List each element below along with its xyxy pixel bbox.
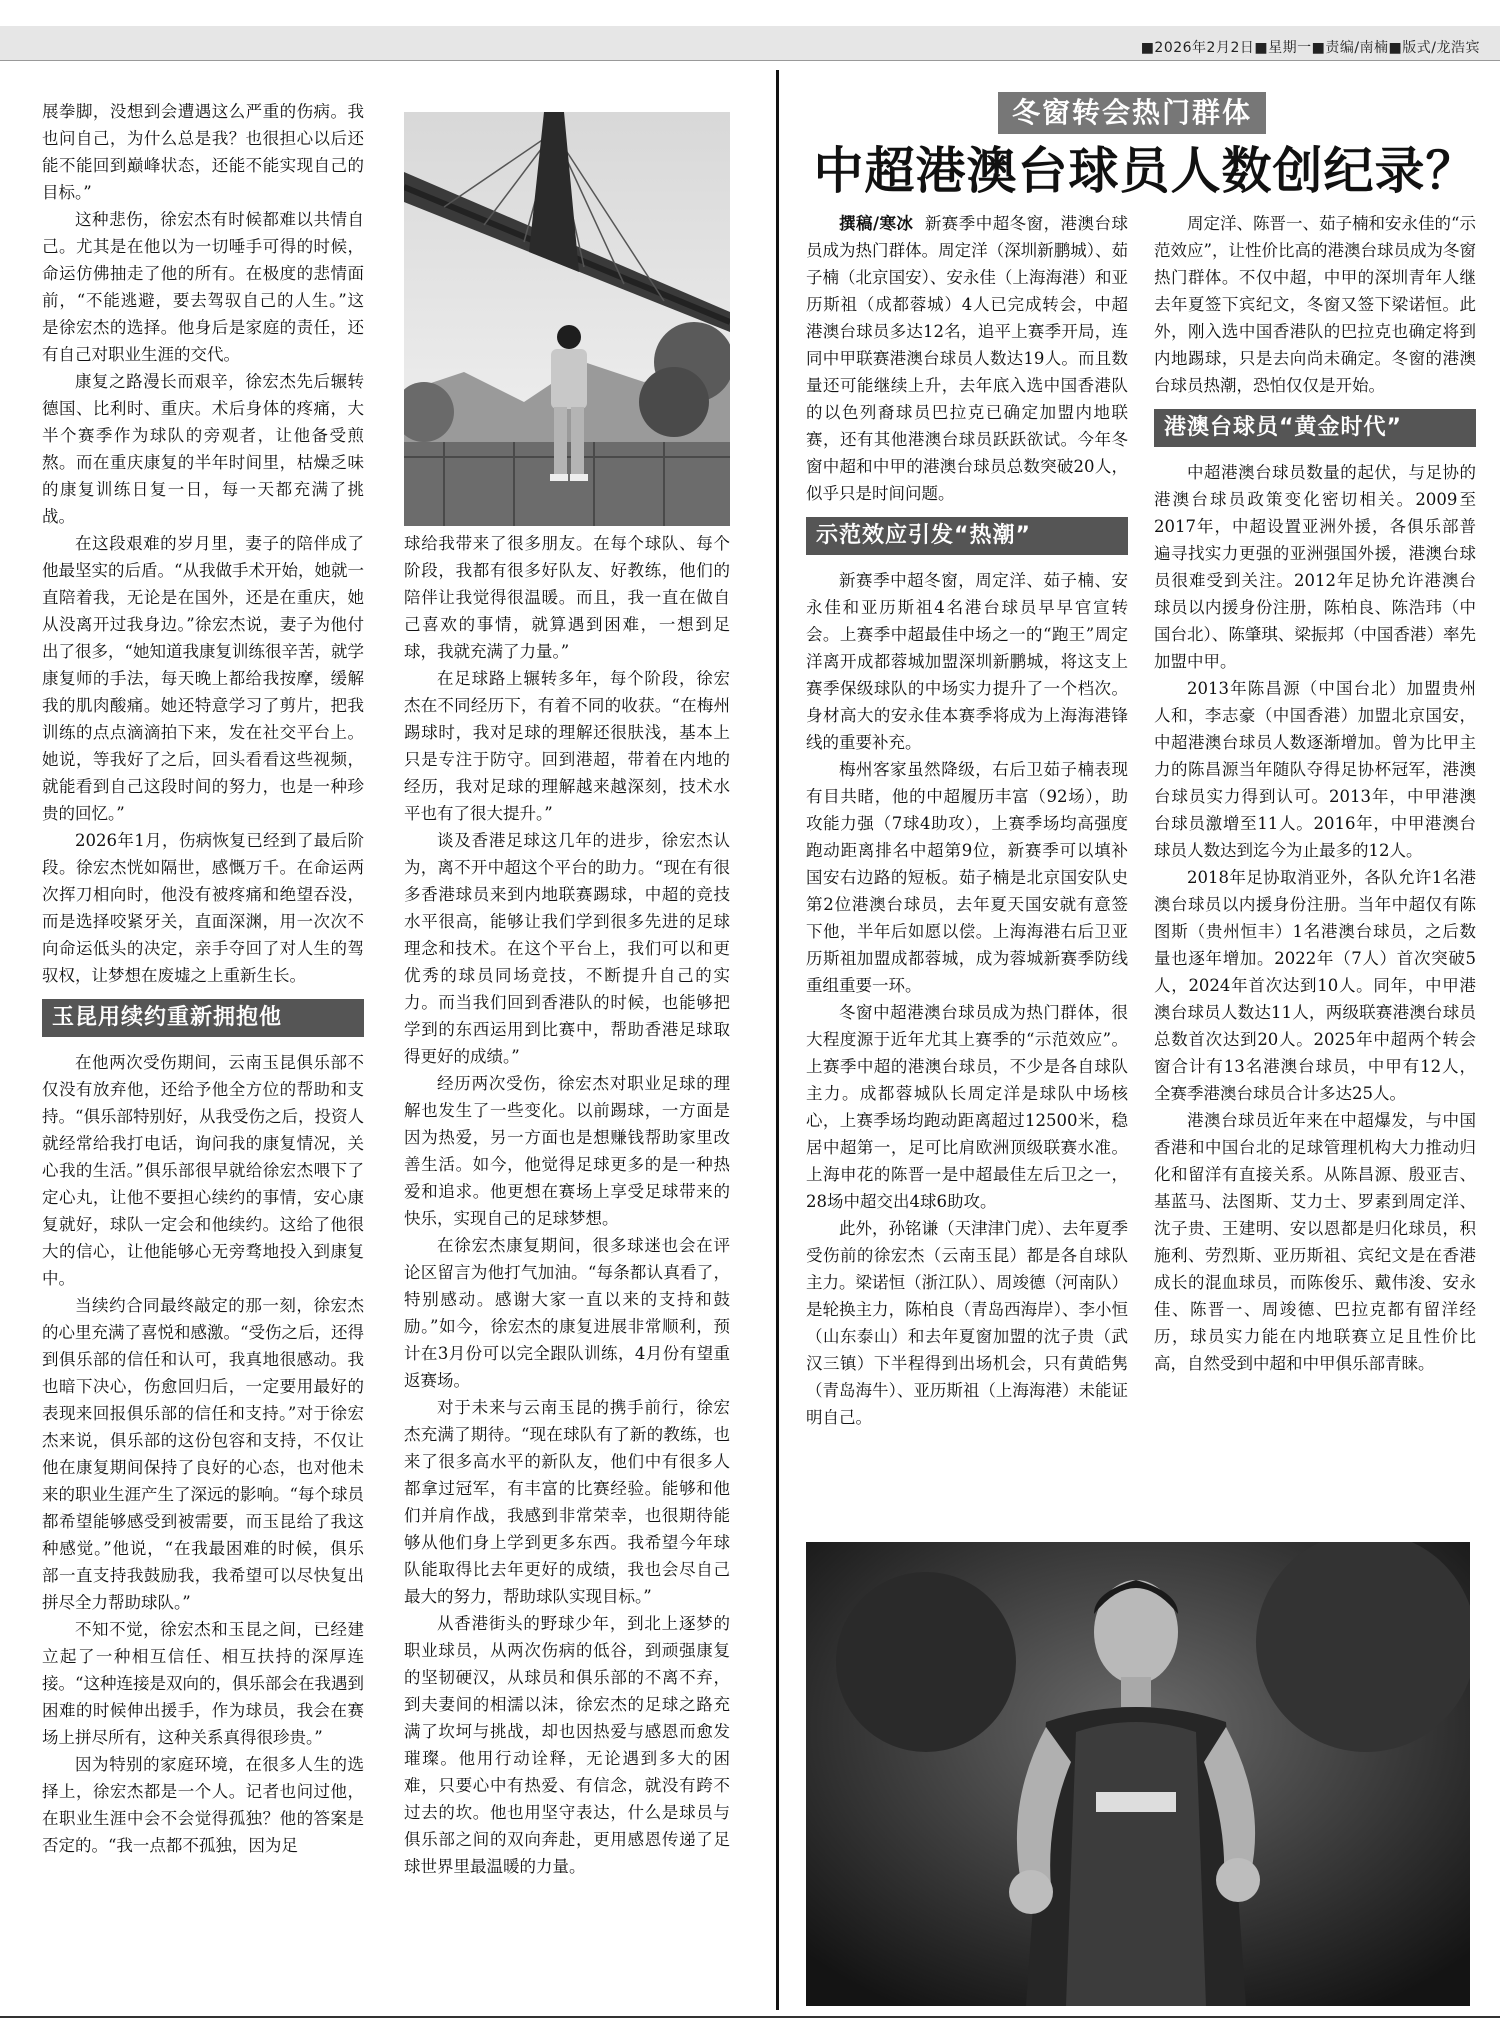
paragraph: 在他两次受伤期间，云南玉昆俱乐部不仅没有放弃他，还给予他全方位的帮助和支持。“俱乐部特别好，从我受伤之后，投资人就经常给我打电话，询问我的康复情况，关心我的生活。”俱乐部很早就给徐宏杰喂下了定心丸，让他不要担心续约的事情，安心康复就好，球队一定会和他续约。这给了他很大的信心，让他能够心无旁骛地投入到康复中。 xyxy=(42,1053,364,1288)
paragraph: 2018年足协取消亚外，各队允许1名港澳台球员以内援身份注册。当年中超仅有陈图斯（贵州恒丰）1名港澳台球员，之后数量也逐年增加。2022年（7人）首次突破5人，2024年首次达到10人。同年，中甲港澳台球员人数达11人，两级联赛港澳台球员总数首次达到20人。2025年中超两个转会窗合计有13名港澳台球员，中甲有12人，全赛季港澳台球员合计多达25人。 xyxy=(1154,868,1476,1103)
paragraph: 展拳脚，没想到会遭遇这么严重的伤病。我也问自己，为什么总是我？也很担心以后还能不能回到巅峰状态，还能不能实现自己的目标。” xyxy=(42,102,364,202)
paragraph: 港澳台球员近年来在中超爆发，与中国香港和中国台北的足球管理机构大力推动归化和留洋有直接关系。从陈昌源、殷亚吉、基蓝马、法图斯、艾力士、罗素到周定洋、沈子贵、王建明、安以恩都是归化球员，积施利、劳烈斯、亚历斯祖、宾纪文是在香港成长的混血球员，而陈俊乐、戴伟浚、安永佳、陈晋一、周竣德、巴拉克都有留洋经历，球员实力能在内地联赛立足且性价比高，自然受到中超和中甲俱乐部青睐。 xyxy=(1154,1111,1476,1373)
paragraph: 冬窗中超港澳台球员成为热门群体，很大程度源于近年尤其上赛季的“示范效应”。上赛季中超的港澳台球员，不少是各自球队主力。成都蓉城队长周定洋是球队中场核心，上赛季场均跑动距离超过12500米，稳居中超第一，足可比肩欧洲顶级联赛水准。上海申花的陈晋一是中超最佳左后卫之一，28场中超交出4球6助攻。 xyxy=(806,1003,1128,1211)
paragraph: 对于未来与云南玉昆的携手前行，徐宏杰充满了期待。“现在球队有了新的教练，也来了很多高水平的新队友，他们中有很多人都拿过冠军，有丰富的比赛经验。能够和他们并肩作战，我感到非常荣幸，也很期待能够从他们身上学到更多东西。我希望今年球队能取得比去年更好的成绩，我也会尽自己最大的努力，帮助球队实现目标。” xyxy=(404,1398,730,1606)
paragraph: 当续约合同最终敲定的那一刻，徐宏杰的心里充满了喜悦和感激。“受伤之后，还得到俱乐部的信任和认可，我真地很感动。我也暗下决心，伤愈回归后，一定要用最好的表现来回报俱乐部的信任和支持。”对于徐宏杰来说，俱乐部的这份包容和支持，不仅让他在康复期间保持了良好的心态，也对他未来的职业生涯产生了深远的影响。“每个球员都希望能够感受到被需要，而玉昆给了我这种感觉。”他说，“在我最困难的时候，俱乐部一直支持我鼓励我，我希望可以尽快复出拼尽全力帮助球队。” xyxy=(42,1296,364,1612)
left-article-col2 xyxy=(404,530,730,1880)
paragraph: 康复之路漫长而艰辛，徐宏杰先后辗转德国、比利时、重庆。术后身体的疼痛，大半个赛季作为球队的旁观者，让他备受煎熬。而在重庆康复的半年时间里，枯燥乏味的康复训练日复一日，每一天都充满了挑战。 xyxy=(42,372,364,526)
article-kicker: 冬窗转会热门群体 xyxy=(998,92,1266,134)
paragraph: 此外，孙铭谦（天津津门虎）、去年夏季受伤前的徐宏杰（云南玉昆）都是各自球队主力。梁诺恒（浙江队）、周竣德（河南队）是轮换主力，陈柏良（青岛西海岸）、李小恒（山东泰山）和去年夏窗加盟的沈子贵（武汉三镇）下半程得到出场机会，只有黄皓隽（青岛海牛）、亚历斯祖（上海海港）未能证明自己。 xyxy=(806,1219,1128,1427)
page-header-info: ■2026年2月2日■星期一■责编/南楠■版式/龙浩宾 xyxy=(1140,40,1480,56)
footer-rule xyxy=(0,2016,1500,2018)
runner-photo xyxy=(806,1542,1470,2006)
paragraph: 2026年1月，伤病恢复已经到了最后阶段。徐宏杰恍如隔世，感慨万千。在命运两次挥刀相向时，他没有被疼痛和绝望吞没，而是选择咬紧牙关，直面深渊，用一次次不向命运低头的决定，亲手夺回了对人生的驾驭权，让梦想在废墟之上重新生长。 xyxy=(42,831,364,985)
right-article-col2 xyxy=(1154,210,1476,1377)
paragraph: 这种悲伤，徐宏杰有时候都难以共情自己。尤其是在他以为一切唾手可得的时候，命运仿佛抽走了他的所有。在极度的悲情面前，“不能逃避，要去驾驭自己的人生。”这是徐宏杰的选择。他身后是家庭的责任，还有自己对职业生涯的交代。 xyxy=(42,210,364,364)
paragraph: 在足球路上辗转多年，每个阶段，徐宏杰在不同经历下，有着不同的收获。“在梅州踢球时，我对足球的理解还很肤浅，基本上只是专注于防守。回到港超，带着在内地的经历，我对足球的理解越来越深刻，技术水平也有了很大提升。” xyxy=(404,669,730,823)
paragraph: 不知不觉，徐宏杰和玉昆之间，已经建立起了一种相互信任、相互扶持的深厚连接。“这种连接是双向的，俱乐部会在我遇到困难的时候伸出援手，作为球员，我会在赛场上拼尽所有，这种关系真得很珍贵。” xyxy=(42,1620,364,1747)
right-article-col1 xyxy=(806,210,1128,1431)
paragraph: 在徐宏杰康复期间，很多球迷也会在评论区留言为他打气加油。“每条都认真看了，特别感动。感谢大家一直以来的支持和鼓励。”如今，徐宏杰的康复进展非常顺利，预计在3月份可以完全跟队训练，4月份有望重返赛场。 xyxy=(404,1236,730,1390)
column-divider xyxy=(776,70,779,2010)
section-subhead: 玉昆用续约重新拥抱他 xyxy=(42,999,364,1037)
paragraph: 中超港澳台球员数量的起伏，与足协的港澳台球员政策变化密切相关。2009至2017年，中超设置亚洲外援，各俱乐部普遍寻找实力更强的亚洲强国外援，港澳台球员很难受到关注。2012年足协允许港澳台球员以内援身份注册，陈柏良、陈浩玮（中国台北）、陈肇琪、梁振邦（中国香港）率先加盟中甲。 xyxy=(1154,463,1476,671)
paragraph: 经历两次受伤，徐宏杰对职业足球的理解也发生了一些变化。以前踢球，一方面是因为热爱，另一方面也是想赚钱帮助家里改善生活。如今，他觉得足球更多的是一种热爱和追求。他更想在赛场上享受足球带来的快乐，实现自己的足球梦想。 xyxy=(404,1074,730,1228)
paragraph: 从香港街头的野球少年，到北上逐梦的职业球员，从两次伤病的低谷，到顽强康复的坚韧硬汉，从球员和俱乐部的不离不弃，到夫妻间的相濡以沫，徐宏杰的足球之路充满了坎坷与挑战，却也因热爱与感恩而愈发璀璨。他用行动诠释，无论遇到多大的困难，只要心中有热爱、有信念，就没有跨不过去的坎。他也用坚守表达，什么是球员与俱乐部之间的双向奔赴，更用感恩传递了足球世界里最温暖的力量。 xyxy=(404,1614,730,1876)
paragraph: 在这段艰难的岁月里，妻子的陪伴成了他最坚实的后盾。“从我做手术开始，她就一直陪着我，无论是在国外，还是在重庆，她从没离开过我身边。”徐宏杰说，妻子为他付出了很多，“她知道我康复训练很辛苦，就学康复师的手法，每天晚上都给我按摩，缓解我的肌肉酸痛。她还特意学习了剪片，把我训练的点点滴滴拍下来，发在社交平台上。她说，等我好了之后，回头看看这些视频，就能看到自己这段时间的努力，也是一种珍贵的回忆。” xyxy=(42,534,364,823)
header-rule xyxy=(0,60,1500,61)
paragraph: 周定洋、陈晋一、茹子楠和安永佳的“示范效应”，让性价比高的港澳台球员成为冬窗热门群体。不仅中超，中甲的深圳青年人继去年夏签下宾纪文，冬窗又签下梁诺恒。此外，刚入选中国香港队的巴拉克也确定将到内地踢球，只是去向尚未确定。冬窗的港澳台球员热潮，恐怕仅仅是开始。 xyxy=(1154,214,1476,395)
paragraph: 2013年陈昌源（中国台北）加盟贵州人和，李志豪（中国香港）加盟北京国安，中超港澳台球员人数逐渐增加。曾为比甲主力的陈昌源当年随队夺得足协杯冠军，港澳台球员实力得到认可。2013年，中甲港澳台球员激增至11人。2016年，中甲港澳台球员人数达到迄今为止最多的12人。 xyxy=(1154,679,1476,860)
paragraph: 谈及香港足球这几年的进步，徐宏杰认为，离不开中超这个平台的助力。“现在有很多香港球员来到内地联赛踢球，中超的竞技水平很高，能够让我们学到很多先进的足球理念和技术。在这个平台上，我们可以和更优秀的球员同场竞技，不断提升自己的实力。而当我们回到香港队的时候，也能够把学到的东西运用到比赛中，帮助香港足球取得更好的成绩。” xyxy=(404,831,730,1066)
lead-text: 新赛季中超冬窗，港澳台球员成为热门群体。周定洋（深圳新鹏城）、茹子楠（北京国安）、安永佳（上海海港）和亚历斯祖（成都蓉城）4人已完成转会，中超港澳台球员多达12名，追平上赛季开局，连同中甲联赛港澳台球员人数达19人。而且数量还可能继续上升，去年底入选中国香港队的以色列裔球员巴拉克已确定加盟内地联赛，还有其他港澳台球员跃跃欲试。今年冬窗中超和中甲的港澳台球员总数突破20人，似乎只是时间问题。 xyxy=(806,214,1129,503)
article-headline: 中超港澳台球员人数创纪录？ xyxy=(813,142,1477,200)
byline: 撰稿/寒冰 xyxy=(839,214,914,233)
paragraph: 因为特别的家庭环境，在很多人生的选择上，徐宏杰都是一个人。记者也问过他，在职业生涯中会不会觉得孤独？他的答案是否定的。“我一点都不孤独，因为足 xyxy=(42,1755,364,1855)
top-margin xyxy=(0,0,1500,26)
section-subhead: 港澳台球员“黄金时代” xyxy=(1154,409,1476,447)
paragraph: 梅州客家虽然降级，右后卫茹子楠表现有目共睹，他的中超履历丰富（92场），助攻能力强（7球4助攻），上赛季场均高强度跑动距离排名中超第9位，新赛季可以填补国安右边路的短板。茹子楠是北京国安队史第2位港澳台球员，去年夏天国安就有意签下他，半年后如愿以偿。上海海港右后卫亚历斯祖加盟成都蓉城，成为蓉城新赛季防线重组重要一环。 xyxy=(806,760,1128,995)
section-subhead: 示范效应引发“热潮” xyxy=(806,517,1128,555)
paragraph: 球给我带来了很多朋友。在每个球队、每个阶段，我都有很多好队友、好教练，他们的陪伴让我觉得很温暖。而且，我一直在做自己喜欢的事情，就算遇到困难，一想到足球，我就充满了力量。” xyxy=(404,534,730,661)
lead-paragraph xyxy=(806,210,1128,507)
bridge-photo xyxy=(404,112,730,526)
left-article-col1 xyxy=(42,98,364,1859)
paragraph: 新赛季中超冬窗，周定洋、茹子楠、安永佳和亚历斯祖4名港台球员早早官宣转会。上赛季中超最佳中场之一的“跑王”周定洋离开成都蓉城加盟深圳新鹏城，将这支上赛季保级球队的中场实力提升了一个档次。身材高大的安永佳本赛季将成为上海海港锋线的重要补充。 xyxy=(806,571,1128,752)
